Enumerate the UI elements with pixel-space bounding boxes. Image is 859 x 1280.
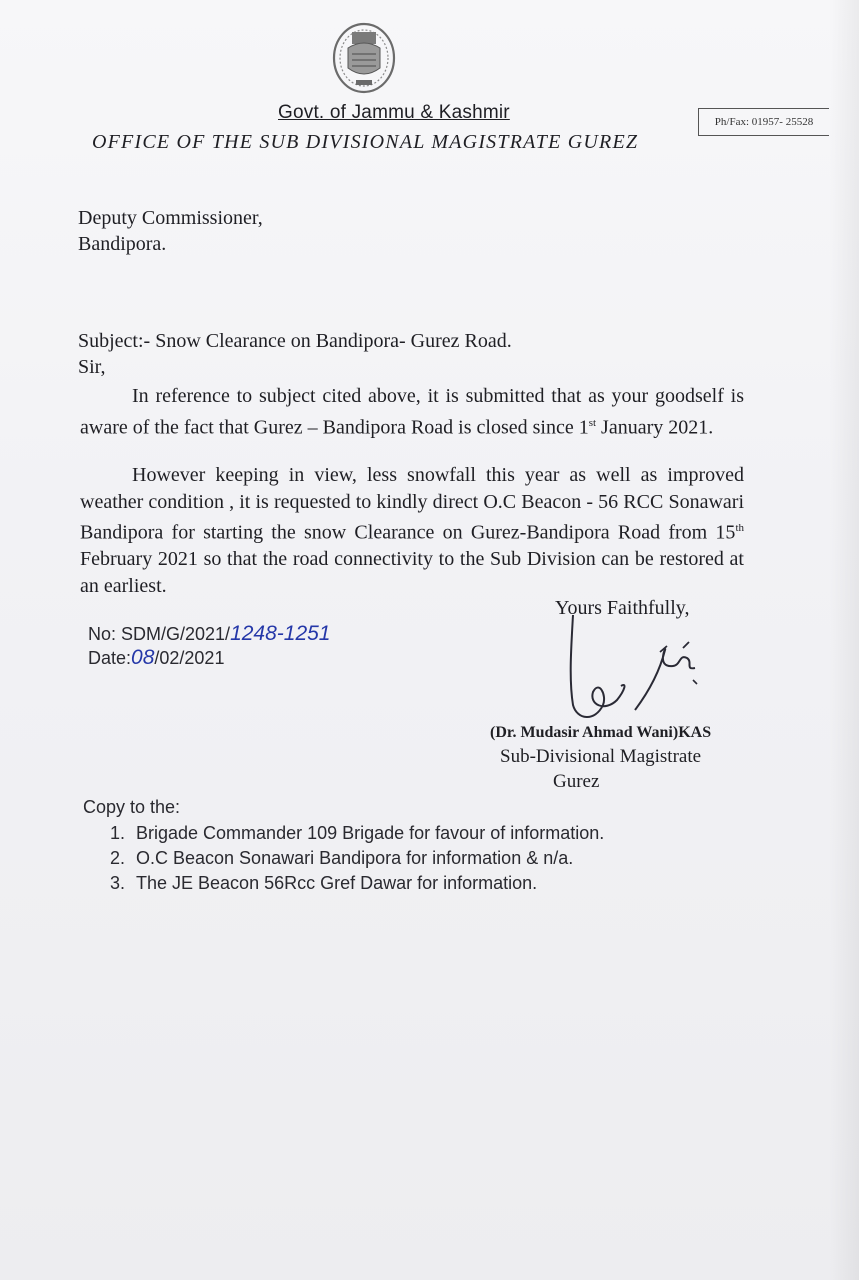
list-item-text: Brigade Commander 109 Brigade for favour of information. bbox=[136, 823, 605, 843]
list-item bbox=[110, 871, 604, 896]
phone-fax-box: Ph/Fax: 01957- 25528 bbox=[698, 108, 829, 136]
closing: Yours Faithfully, bbox=[555, 597, 690, 619]
p1-text-end: January 2021. bbox=[596, 416, 714, 439]
copy-to-list bbox=[110, 821, 604, 896]
body-paragraph-1 bbox=[80, 383, 744, 441]
signatory-title: Sub-Divisional Magistrate bbox=[500, 746, 702, 767]
addressee-line1: Deputy Commissioner, bbox=[78, 207, 263, 229]
page-shadow bbox=[829, 0, 859, 1280]
list-item-text: O.C Beacon Sonawari Bandipora for information & n/a. bbox=[136, 848, 574, 868]
addressee bbox=[78, 205, 263, 257]
p1-superscript: st bbox=[588, 416, 597, 429]
body-paragraph-2 bbox=[80, 462, 744, 599]
reference-date-label: Date: bbox=[88, 648, 132, 668]
p2-text-end: February 2021 so that the road connectivity to the Sub Division can be restored at an earliest. bbox=[80, 548, 744, 597]
office-heading: OFFICE OF THE SUB DIVISIONAL MAGISTRATE GUREZ bbox=[92, 131, 639, 153]
list-item-text: The JE Beacon 56Rcc Gref Dawar for information. bbox=[136, 873, 538, 893]
reference-number-label: No: SDM/G/2021/ bbox=[88, 624, 231, 644]
list-item bbox=[110, 821, 604, 846]
reference-number-handwritten: 1248-1251 bbox=[230, 622, 331, 645]
govt-emblem-icon bbox=[330, 18, 398, 96]
copy-to-heading: Copy to the: bbox=[83, 797, 181, 817]
p2-text: However keeping in view, less snowfall this year as well as improved weather condition , it is requested to kindly direct O.C Beacon - 56 RCC Sonawari Bandipora for starting the snow Clearance on Gurez-Bandipora Road from 15 bbox=[80, 464, 744, 544]
list-item-number: 2. bbox=[110, 848, 126, 868]
p1-text: In reference to subject cited above, it is submitted that as your goodself is aware of the fact that Gurez – Bandipora Road is closed since 1 bbox=[80, 385, 744, 439]
reference-date-rest: /02/2021 bbox=[154, 648, 225, 668]
reference-date bbox=[88, 646, 331, 670]
addressee-line2: Bandipora. bbox=[78, 233, 167, 255]
govt-heading: Govt. of Jammu & Kashmir bbox=[278, 102, 510, 123]
signatory-place: Gurez bbox=[553, 771, 600, 792]
reference-number bbox=[88, 622, 331, 646]
reference-block bbox=[88, 622, 331, 670]
salutation: Sir, bbox=[78, 356, 106, 378]
signatory-name: (Dr. Mudasir Ahmad Wani)KAS bbox=[490, 724, 712, 741]
p2-superscript: th bbox=[735, 522, 744, 534]
list-item-number: 3. bbox=[110, 873, 126, 893]
list-item bbox=[110, 846, 604, 871]
subject-line: Subject:- Snow Clearance on Bandipora- Gurez Road. bbox=[78, 330, 512, 352]
list-item-number: 1. bbox=[110, 823, 126, 843]
reference-date-handwritten: 08 bbox=[131, 646, 155, 669]
